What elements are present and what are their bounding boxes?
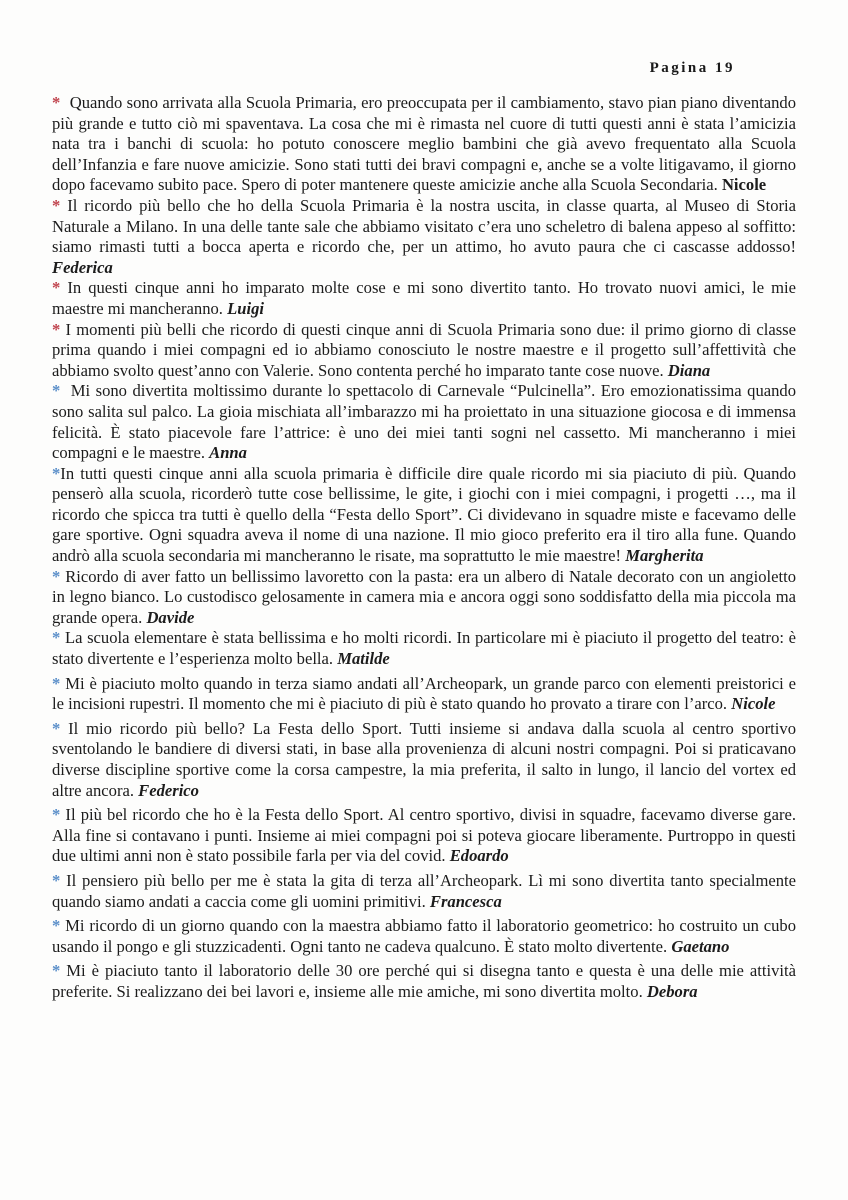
asterisk-marker: * <box>52 916 61 936</box>
memory-paragraph <box>52 961 796 1002</box>
memory-paragraph <box>52 464 796 567</box>
memory-text: Il mio ricordo più bello? La Festa dello Sport. Tutti insieme si andava dalla scuola al centro sportivo sventolando le bandiere di diversi stati, in base alla provenienza di alcuni nostri compagni. Poi si praticavano diverse discipline sportive come la corsa campestre, la mia preferita, il salto in lungo, il lancio del vortex ed altre ancora. <box>52 718 796 800</box>
memory-paragraph <box>52 916 796 957</box>
memory-paragraph <box>52 805 796 867</box>
memory-text: Quando sono arrivata alla Scuola Primaria, ero preoccupata per il cambiamento, stavo pian piano diventando più grande e tutto ciò mi spaventava. La cosa che mi è rimasta nel cuore di tutti questi anni è stata l’amicizia nata tra i banchi di scuola: ho potuto conoscere meglio bambini che già avevo frequentato alla Scuola dell’Infanzia e fare nuove amicizie. Sono stati tutti dei bravi compagni e, anche se a volte litigavamo, il giorno dopo facevamo subito pace. Spero di poter mantenere queste amicizie anche alla Scuola Secondaria. <box>52 93 796 195</box>
asterisk-marker: * <box>52 718 61 738</box>
author-name: Francesca <box>429 891 502 911</box>
memory-paragraph <box>52 628 796 669</box>
memory-text: La scuola elementare è stata bellissima e ho molti ricordi. In particolare mi è piaciuto il progetto del teatro: è stato divertente e l’esperienza molto bella. <box>52 628 796 669</box>
memory-paragraph <box>52 381 796 463</box>
author-name: Margherita <box>625 546 704 566</box>
asterisk-marker: * <box>52 93 61 112</box>
author-name: Federico <box>138 780 199 800</box>
asterisk-marker: * <box>52 195 61 215</box>
author-name: Matilde <box>337 649 390 669</box>
memory-text: I momenti più belli che ricordo di questi cinque anni di Scuola Primaria sono due: il primo giorno di classe prima quando i miei compagni ed io abbiamo conosciuto le nostre maestre e il progetto sull’affettività che abbiamo svolto quest’anno con Valerie. Sono contenta perché ho imparato tante cose nuove. <box>52 319 796 380</box>
memory-paragraph <box>52 871 796 912</box>
memory-text: Mi sono divertita moltissimo durante lo spettacolo di Carnevale “Pulcinella”. Ero emozionatissima quando sono salita sul palco. La gioia mischiata all’imbarazzo mi ha proiettato in una situazione giocosa e di immensa felicità. È stato piacevole fare l’attrice: è uno dei miei tanti sogni nel cassetto. Mi mancheranno i miei compagni e le maestre. <box>52 381 796 463</box>
asterisk-marker: * <box>52 805 61 825</box>
asterisk-marker: * <box>52 319 61 339</box>
page-number-label: Pagina 19 <box>649 60 735 76</box>
asterisk-marker: * <box>52 566 61 586</box>
asterisk-marker: * <box>52 961 61 981</box>
memory-text: Il pensiero più bello per me è stata la gita di terza all’Archeopark. Lì mi sono divertita tanto specialmente quando siamo andati a caccia come gli uomini primitivi. <box>52 870 796 911</box>
author-name: Nicole <box>731 694 776 714</box>
asterisk-marker: * <box>52 381 61 401</box>
memory-paragraph <box>52 196 796 278</box>
author-name: Debora <box>646 981 698 1001</box>
asterisk-marker: * <box>52 278 61 298</box>
memory-text: In questi cinque anni ho imparato molte cose e mi sono divertito tanto. Ho trovato nuovi amici, le mie maestre mi mancheranno. <box>52 278 796 318</box>
memory-paragraph <box>52 567 796 629</box>
asterisk-marker: * <box>52 628 61 648</box>
asterisk-marker: * <box>52 870 61 890</box>
memory-text: Mi ricordo di un giorno quando con la maestra abbiamo fatto il laboratorio geometrico: ho costruito un cubo usando il pongo e gli stuzzicadenti. Ogni tanto ne cadeva qualcuno. È stato molto divertente. <box>52 916 796 956</box>
memories-list <box>52 93 796 1003</box>
author-name: Luigi <box>227 298 264 318</box>
memory-text: Ricordo di aver fatto un bellissimo lavoretto con la pasta: era un albero di Natale decorato con un angioletto in legno bianco. Lo custodisco gelosamente in camera mia e ancora oggi sono soddisfatto della mia piccola ma grande opera. <box>52 566 796 627</box>
author-name: Davide <box>146 607 195 627</box>
asterisk-marker: * <box>52 673 61 693</box>
memory-text: Il più bel ricordo che ho è la Festa dello Sport. Al centro sportivo, divisi in squadre, facevamo diverse gare. Alla fine si contavano i punti. Insieme ai miei compagni poi si poteva giocare liberamente. Purtroppo in questi due ultimi anni non è stato possibile farla per via del covid. <box>52 805 796 866</box>
author-name: Gaetano <box>671 936 730 956</box>
author-name: Diana <box>667 360 711 380</box>
memory-paragraph <box>52 278 796 319</box>
memory-paragraph <box>52 93 796 196</box>
author-name: Nicole <box>721 175 767 195</box>
author-name: Federica <box>52 257 113 277</box>
memory-text: Mi è piaciuto molto quando in terza siamo andati all’Archeopark, un grande parco con elementi preistorici e le incisioni rupestri. Il momento che mi è piaciuto di più è stato quando ho provato a tirare con l’arco. <box>52 673 796 714</box>
memory-text: Il ricordo più bello che ho della Scuola Primaria è la nostra uscita, in classe quarta, al Museo di Storia Naturale a Milano. In una delle tante sale che abbiamo visitato c’era uno scheletro di balena appeso al soffitto: siamo rimasti tutti a bocca aperta e ricordo che, per un attimo, ho avuto paura che ci cascasse addosso! <box>52 195 796 257</box>
asterisk-marker: * <box>52 463 61 483</box>
memory-text: In tutti questi cinque anni alla scuola primaria è difficile dire quale ricordo mi sia piaciuto di più. Quando penserò alla scuola, ricorderò tutte cose bellissime, le gite, i giochi con i miei compagni, i progetti …, ma il ricordo che spicca tra tutti è quello della “Festa dello Sport”. Ci dividevano in squadre miste e facevamo delle gare sportive. Ogni squadra aveva il nome di una nazione. Il mio gioco preferito era il tiro alla fune. Quando andrò alla scuola secondaria mi mancheranno le risate, ma soprattutto le mie maestre! <box>52 463 796 566</box>
memory-text: Mi è piaciuto tanto il laboratorio delle 30 ore perché qui si disegna tanto e questa è una delle mie attività preferite. Si realizzano dei bei lavori e, insieme alle mie amiche, mi sono divertita molto. <box>52 961 796 1001</box>
memory-paragraph <box>52 719 796 801</box>
author-name: Anna <box>209 443 247 463</box>
author-name: Edoardo <box>449 846 509 866</box>
memory-paragraph <box>52 674 796 715</box>
memory-paragraph <box>52 320 796 382</box>
